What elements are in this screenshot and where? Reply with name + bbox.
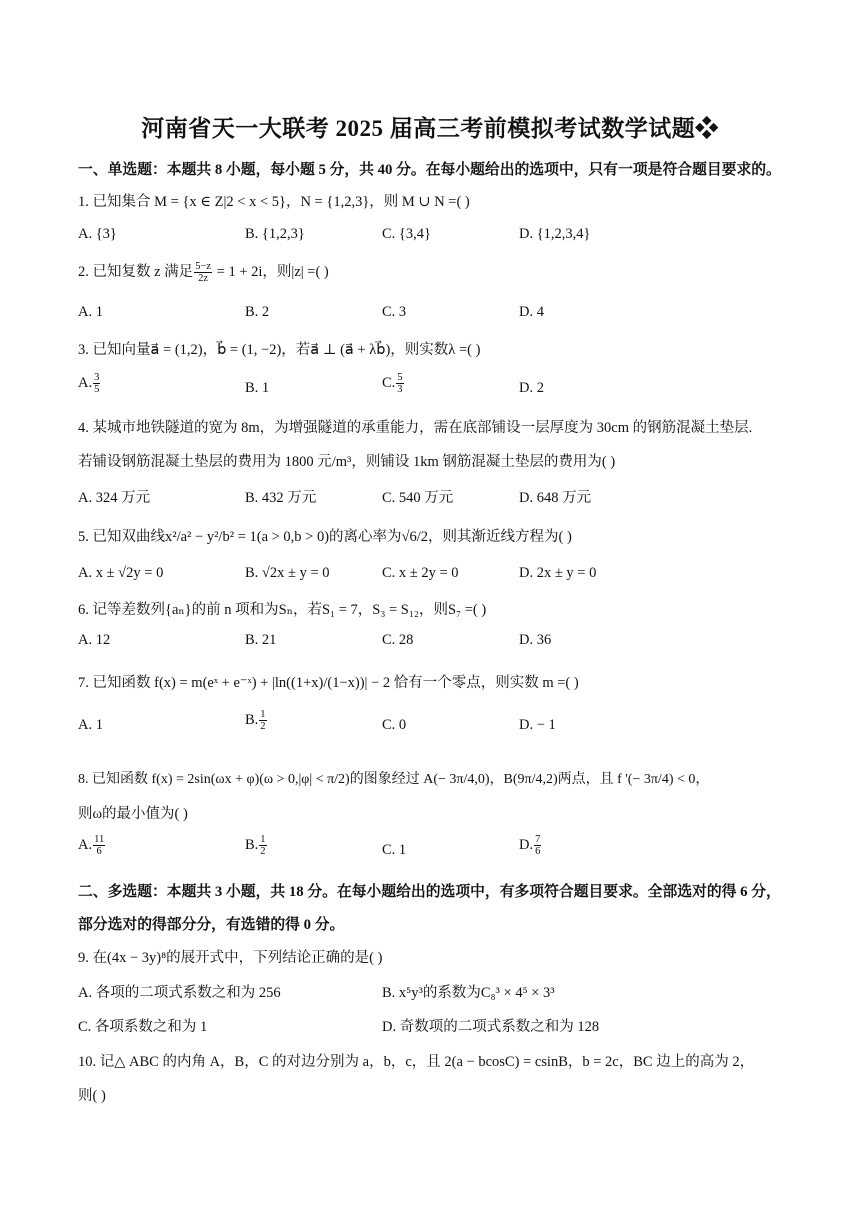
q8-d-label: D. bbox=[519, 836, 534, 853]
q2-option-a: A. 1 bbox=[78, 304, 103, 320]
q3-c-den: 3 bbox=[397, 384, 403, 395]
q3-a-fraction bbox=[93, 372, 100, 395]
q9-option-c: C. 各项系数之和为 1 bbox=[78, 1019, 208, 1035]
q1-option-c: C. {3,4} bbox=[382, 226, 431, 242]
q7-option-c: C. 0 bbox=[382, 717, 407, 733]
q5-option-a: A. x ± √2y = 0 bbox=[78, 565, 164, 581]
page-title: 河南省天一大联考 2025 届高三考前模拟考试数学试题❖ bbox=[141, 116, 719, 141]
q2-frac-numerator: 5−z bbox=[195, 261, 212, 273]
q8-a-fraction bbox=[93, 834, 105, 857]
q3-a-label: A. bbox=[78, 374, 93, 391]
q8-option-b bbox=[245, 834, 268, 857]
q4-option-c: C. 540 万元 bbox=[382, 490, 454, 506]
q8-option-d bbox=[519, 834, 542, 857]
question-8-line-1: 8. 已知函数 f(x) = 2sin(ωx + φ)(ω > 0,|φ| < π/2)的图象经过 A(− 3π/4,0)，B(9π/4,2)两点，且 f '(− 3π/4) < 0， bbox=[78, 772, 710, 787]
q8-b-num: 1 bbox=[260, 834, 266, 845]
q8-option-c: C. 1 bbox=[382, 842, 407, 858]
question-5-stem: 5. 已知双曲线x²/a² − y²/b² = 1(a > 0,b > 0)的离心率为√6/2，则其渐近线方程为( ) bbox=[78, 529, 572, 545]
q2-option-d: D. 4 bbox=[519, 304, 544, 320]
question-9-stem: 9. 在(4x − 3y)⁸的展开式中，下列结论正确的是( ) bbox=[78, 950, 383, 966]
section-multi-choice-line-2: 部分选对的得部分分，有选错的得 0 分。 bbox=[78, 917, 345, 933]
q8-a-num: 11 bbox=[94, 834, 105, 845]
q3-option-a bbox=[78, 372, 101, 395]
q3-c-label: C. bbox=[382, 374, 396, 391]
q3-a-num: 3 bbox=[94, 372, 100, 383]
question-7-stem: 7. 已知函数 f(x) = m(eˣ + e⁻ˣ) + |ln((1+x)/(1−x))| − 2 恰有一个零点，则实数 m =( ) bbox=[78, 675, 579, 691]
q8-d-fraction bbox=[534, 834, 541, 857]
q1-option-b: B. {1,2,3} bbox=[245, 226, 305, 242]
q4-option-d: D. 648 万元 bbox=[519, 490, 592, 506]
q2-stem-text-a: 2. 已知复数 z 满足 bbox=[78, 264, 194, 280]
section-single-choice: 一、单选题：本题共 8 小题，每小题 5 分，共 40 分。在每小题给出的选项中，只有一项是符合题目要求的。 bbox=[78, 162, 781, 178]
q3-a-den: 5 bbox=[94, 384, 100, 395]
q6-option-b: B. 21 bbox=[245, 632, 277, 648]
question-8-line-2: 则ω的最小值为( ) bbox=[78, 806, 188, 822]
q7-b-den: 2 bbox=[260, 721, 266, 732]
question-10-line-2: 则( ) bbox=[78, 1088, 106, 1104]
q8-b-label: B. bbox=[245, 836, 259, 853]
q5-option-b: B. √2x ± y = 0 bbox=[245, 565, 330, 581]
q6-option-c: C. 28 bbox=[382, 632, 414, 648]
q2-option-b: B. 2 bbox=[245, 304, 270, 320]
question-4-line-1: 4. 某城市地铁隧道的宽为 8m，为增强隧道的承重能力，需在底部铺设一层厚度为 30cm 的钢筋混凝土垫层. bbox=[78, 420, 753, 436]
q3-c-num: 5 bbox=[397, 372, 403, 383]
q1-option-d: D. {1,2,3,4} bbox=[519, 226, 591, 242]
q8-d-num: 7 bbox=[535, 834, 541, 845]
q2-fraction bbox=[194, 261, 212, 284]
q3-option-b: B. 1 bbox=[245, 380, 270, 396]
q8-d-den: 6 bbox=[535, 846, 541, 857]
q8-a-den: 6 bbox=[96, 846, 102, 857]
q7-b-fraction bbox=[259, 709, 266, 732]
q9-option-d: D. 奇数项的二项式系数之和为 128 bbox=[382, 1019, 600, 1035]
q3-option-c bbox=[382, 372, 405, 395]
q7-option-a: A. 1 bbox=[78, 717, 103, 733]
q3-option-d: D. 2 bbox=[519, 380, 544, 396]
q2-frac-denominator: 2z bbox=[198, 273, 209, 285]
q7-option-d: D. − 1 bbox=[519, 717, 556, 733]
question-3-stem: 3. 已知向量a⃗ = (1,2)，b⃗ = (1, −2)，若a⃗ ⊥ (a⃗ + λb⃗)，则实数λ =( ) bbox=[78, 342, 481, 358]
q5-option-c: C. x ± 2y = 0 bbox=[382, 565, 459, 581]
q8-b-fraction bbox=[259, 834, 266, 857]
q3-c-fraction bbox=[396, 372, 403, 395]
q7-b-num: 1 bbox=[260, 709, 266, 720]
q4-option-b: B. 432 万元 bbox=[245, 490, 317, 506]
question-2-stem bbox=[78, 260, 329, 284]
q6-option-a: A. 12 bbox=[78, 632, 111, 648]
q9-option-b: B. x⁵y³的系数为C₈³ × 4⁵ × 3³ bbox=[382, 985, 555, 1001]
q1-option-a: A. {3} bbox=[78, 226, 117, 242]
question-6-stem: 6. 记等差数列{aₙ}的前 n 项和为Sₙ，若S₁ = 7，S₃ = S₁₂，则S₇ =( ) bbox=[78, 602, 487, 618]
q8-option-a bbox=[78, 834, 106, 857]
q8-b-den: 2 bbox=[260, 846, 266, 857]
question-10-line-1: 10. 记△ ABC 的内角 A，B，C 的对边分别为 a，b，c，且 2(a − bcosC) = csinB，b = 2c，BC 边上的高为 2， bbox=[78, 1054, 755, 1070]
q7-b-label: B. bbox=[245, 711, 259, 728]
q6-option-d: D. 36 bbox=[519, 632, 552, 648]
q7-option-b bbox=[245, 709, 268, 732]
section-multi-choice-line-1: 二、多选题：本题共 3 小题，共 18 分。在每小题给出的选项中，有多项符合题目要求。全部选对的得 6 分， bbox=[78, 884, 781, 900]
q2-stem-text-b: = 1 + 2i，则|z| =( ) bbox=[213, 264, 329, 280]
q2-option-c: C. 3 bbox=[382, 304, 407, 320]
q9-option-a: A. 各项的二项式系数之和为 256 bbox=[78, 985, 281, 1001]
question-1-stem: 1. 已知集合 M = {x ∈ Z|2 < x < 5}，N = {1,2,3}，则 M ∪ N =( ) bbox=[78, 194, 470, 210]
question-4-line-2: 若铺设钢筋混凝土垫层的费用为 1800 元/m³，则铺设 1km 钢筋混凝土垫层的费用为( ) bbox=[78, 454, 616, 470]
q5-option-d: D. 2x ± y = 0 bbox=[519, 565, 597, 581]
q4-option-a: A. 324 万元 bbox=[78, 490, 151, 506]
q8-a-label: A. bbox=[78, 836, 93, 853]
